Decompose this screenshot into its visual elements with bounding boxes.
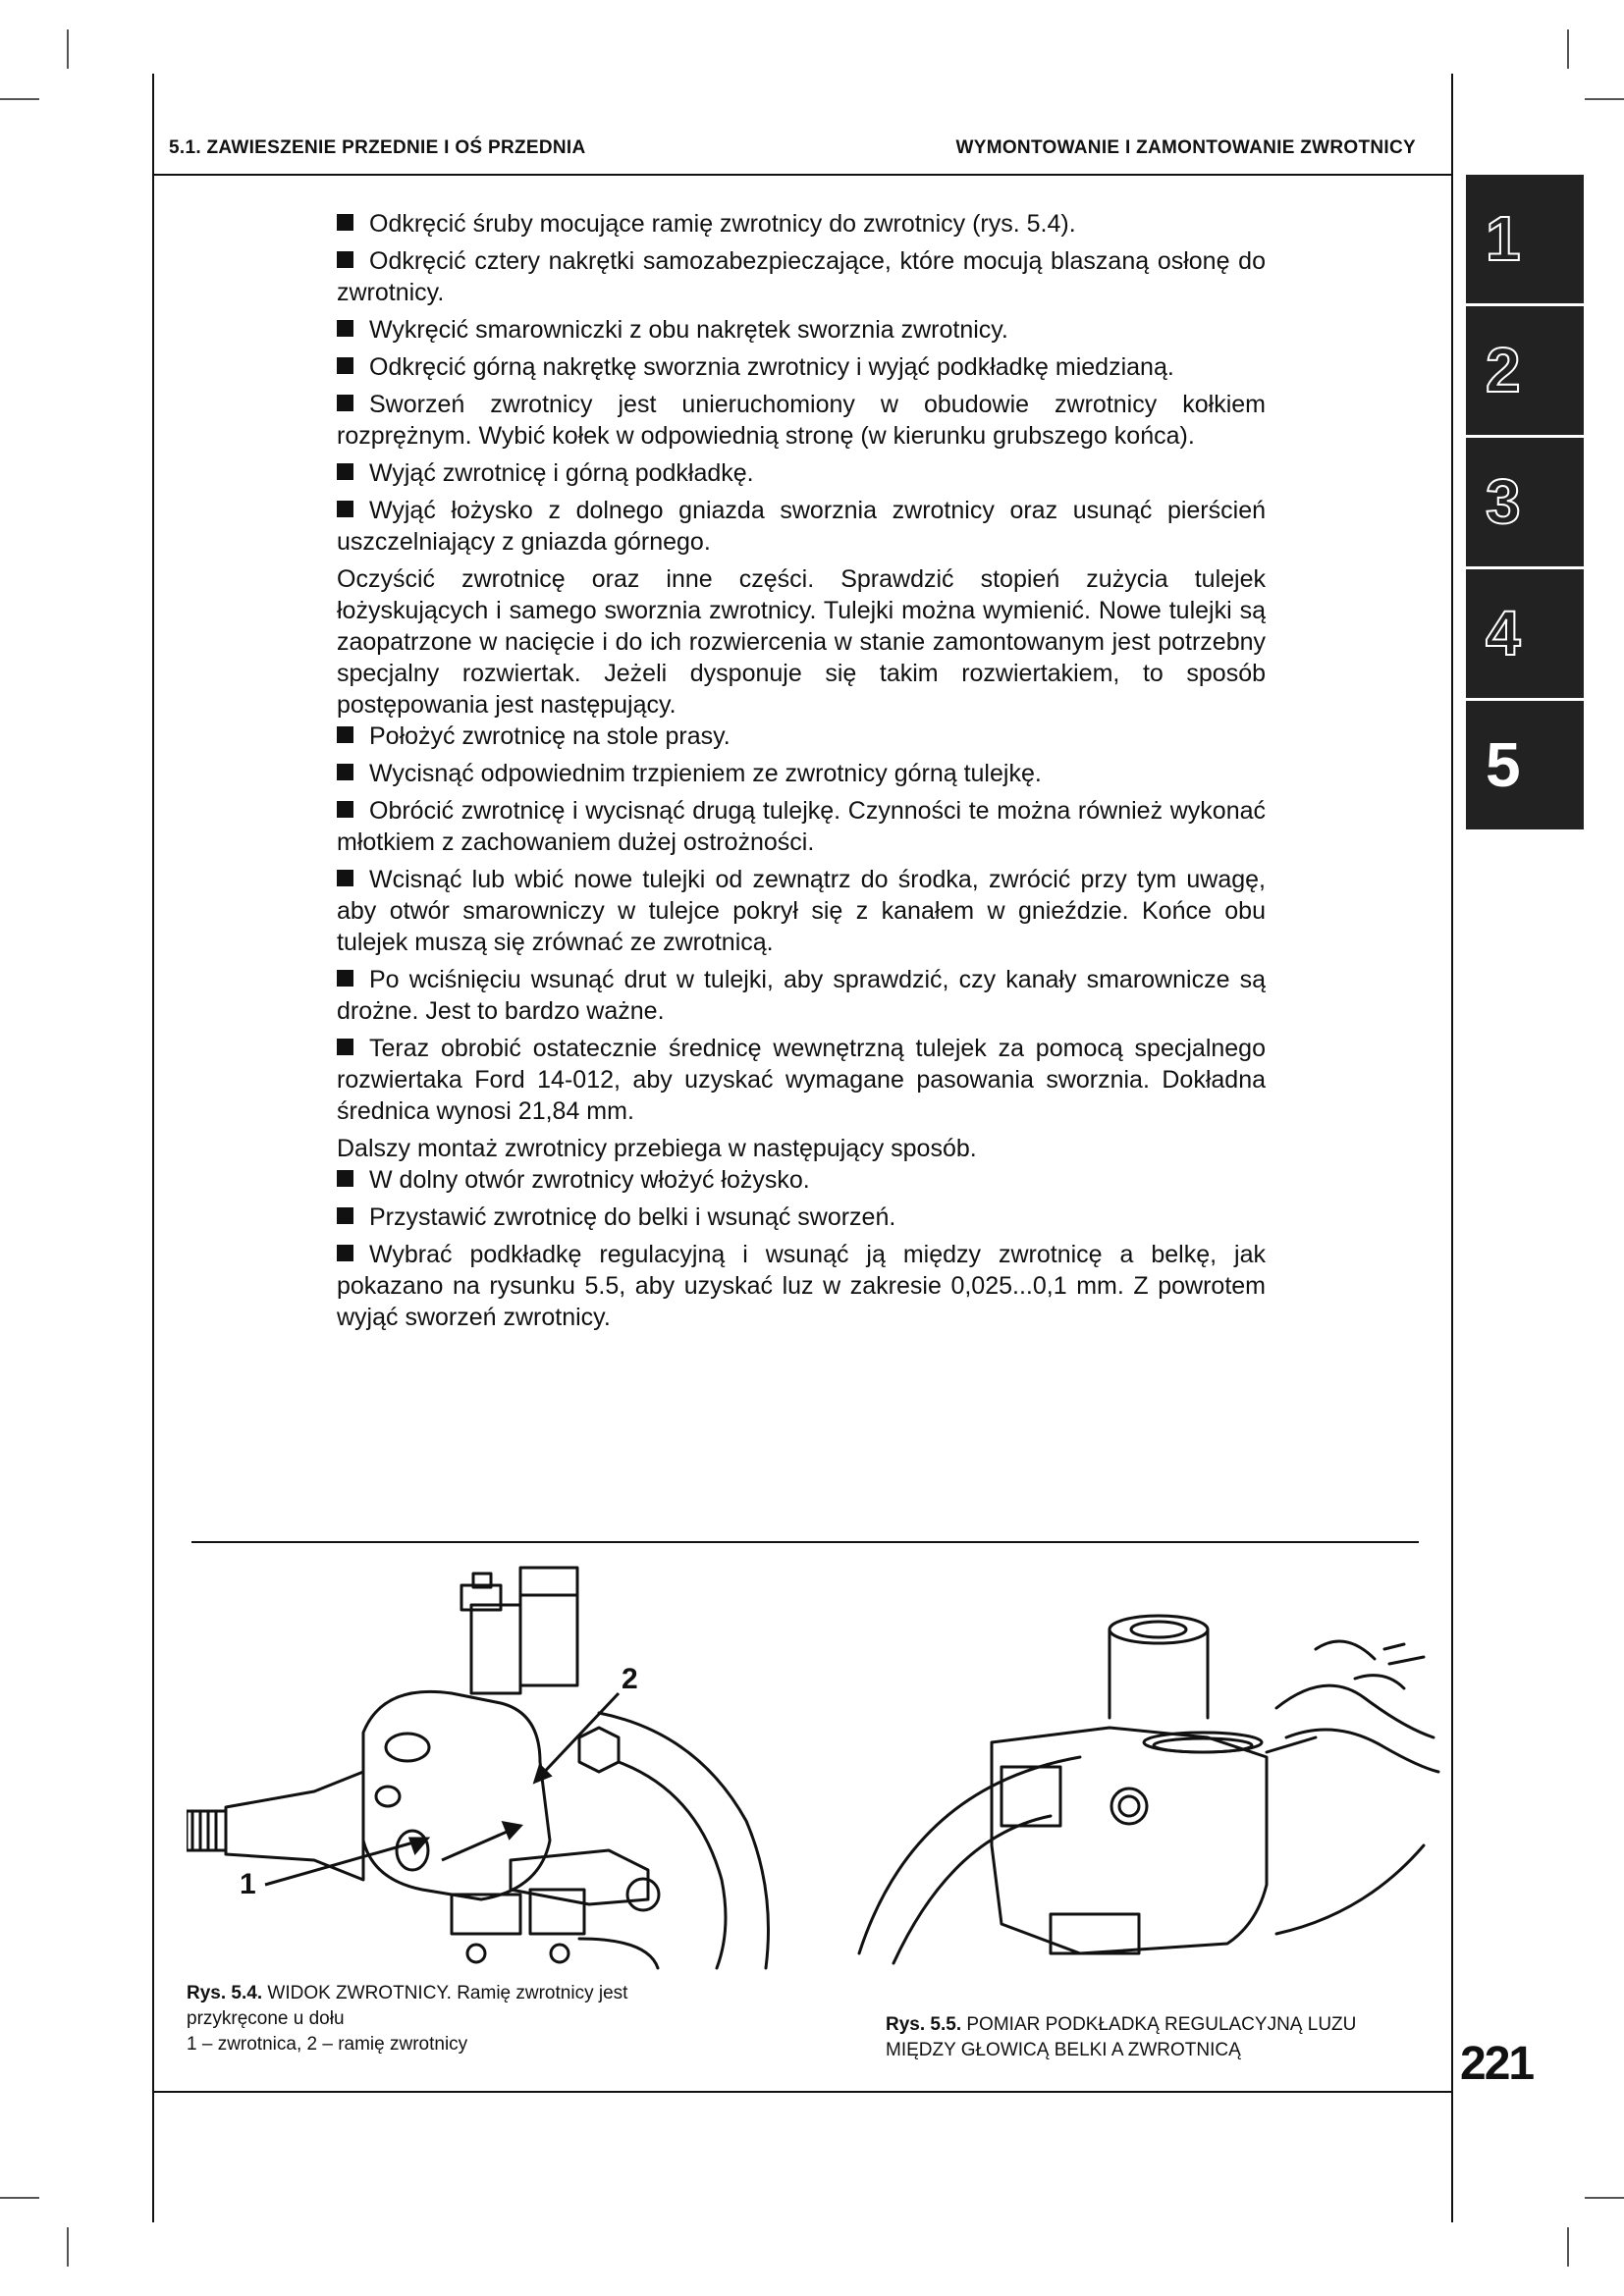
- crop-mark: [1585, 98, 1624, 100]
- bullet-item: [337, 314, 1266, 346]
- bullet-square-icon: [337, 801, 353, 818]
- crop-mark: [1567, 2227, 1569, 2267]
- caption-ref: Rys. 5.4.: [187, 1983, 263, 2003]
- bullet-item: [337, 864, 1266, 958]
- header-rule: [152, 174, 1453, 176]
- callout-1: 1: [240, 1868, 256, 1900]
- paragraph: [337, 1133, 1266, 1164]
- paragraph-text: Wcisnąć lub wbić nowe tulejki od zewnątrz do środka, zwrócić przy tym uwagę, aby otwór smarowniczy w tulejce pokrył się z kanałem w gnieździe. Końce obu tulejek muszą się zrównać ze zwrotnicą.: [337, 866, 1266, 956]
- right-margin-rule: [1451, 74, 1453, 2222]
- paragraph-text: Dalszy montaż zwrotnicy przebiega w następujący sposób.: [337, 1135, 977, 1162]
- bullet-item: [337, 758, 1266, 789]
- paragraph-text: Odkręcić górną nakrętkę sworznia zwrotnicy i wyjąć podkładkę miedzianą.: [369, 353, 1174, 381]
- paragraph-text: Wycisnąć odpowiednim trzpieniem ze zwrotnicy górną tulejkę.: [369, 760, 1042, 787]
- crop-mark: [1567, 29, 1569, 69]
- figure-shim-measurement: [854, 1590, 1443, 1973]
- paragraph-text: Odkręcić cztery nakrętki samozabezpieczające, które mocują blaszaną osłonę do zwrotnicy.: [337, 247, 1266, 306]
- paragraph: [337, 563, 1266, 721]
- bullet-item: [337, 208, 1266, 240]
- bullet-item: [337, 351, 1266, 383]
- paragraph-text: W dolny otwór zwrotnicy włożyć łożysko.: [369, 1166, 810, 1194]
- bullet-square-icon: [337, 214, 353, 231]
- paragraph-text: Teraz obrobić ostatecznie średnicę wewnętrzną tulejek za pomocą specjalnego rozwiertaka Ford 14-012, aby uzyskać wymagane pasowania sworznia. Dokładna średnica wynosi 21,84 mm.: [337, 1035, 1266, 1125]
- bullet-square-icon: [337, 1039, 353, 1055]
- caption-title: WIDOK ZWROTNICY.: [262, 1983, 452, 2003]
- bullet-square-icon: [337, 357, 353, 374]
- bullet-item: [337, 795, 1266, 858]
- caption-ref: Rys. 5.5.: [886, 2014, 962, 2035]
- figure-caption-5-5: [886, 2012, 1421, 2063]
- paragraph-text: Położyć zwrotnicę na stole prasy.: [369, 722, 731, 750]
- chapter-tab-2[interactable]: 2: [1466, 306, 1584, 435]
- bullet-item: [337, 1164, 1266, 1196]
- paragraph-text: Obrócić zwrotnicę i wycisnąć drugą tulejkę. Czynności te można również wykonać młotkiem z zachowaniem dużej ostrożności.: [337, 797, 1266, 856]
- bullet-square-icon: [337, 463, 353, 480]
- figure-separator-rule: [191, 1541, 1419, 1543]
- bullet-square-icon: [337, 1170, 353, 1187]
- paragraph-text: Wykręcić smarowniczki z obu nakrętek sworznia zwrotnicy.: [369, 316, 1008, 344]
- bullet-square-icon: [337, 970, 353, 987]
- paragraph-text: Po wciśnięciu wsunąć drut w tulejki, aby sprawdzić, czy kanały smarownicze są drożne. Jest to bardzo ważne.: [337, 966, 1266, 1025]
- crop-mark: [0, 2197, 39, 2199]
- paragraph-text: Odkręcić śruby mocujące ramię zwrotnicy do zwrotnicy (rys. 5.4).: [369, 210, 1076, 238]
- chapter-tab-1[interactable]: 1: [1466, 175, 1584, 303]
- chapter-tab-4[interactable]: 4: [1466, 569, 1584, 698]
- bullet-square-icon: [337, 320, 353, 337]
- crop-mark: [67, 29, 69, 69]
- crop-mark: [67, 2227, 69, 2267]
- bullet-item: [337, 1239, 1266, 1333]
- caption-text: Ramię zwrotnicy jest przykręcone u dołu: [187, 1983, 628, 2029]
- chapter-tab-5[interactable]: 5: [1466, 701, 1584, 829]
- bullet-square-icon: [337, 764, 353, 780]
- crop-mark: [1585, 2197, 1624, 2199]
- bullet-item: [337, 1201, 1266, 1233]
- paragraph-text: Wyjąć łożysko z dolnego gniazda sworznia zwrotnicy oraz usunąć pierścień uszczelniający z gniazda górnego.: [337, 497, 1266, 556]
- bullet-square-icon: [337, 251, 353, 268]
- paragraph-text: Wybrać podkładkę regulacyjną i wsunąć ją między zwrotnicę a belkę, jak pokazano na rysunku 5.5, aby uzyskać luz w zakresie 0,025...0,1 mm. Z powrotem wyjąć sworzeń zwrotnicy.: [337, 1241, 1266, 1331]
- bullet-item: [337, 457, 1266, 489]
- bullet-square-icon: [337, 1245, 353, 1261]
- bullet-item: [337, 721, 1266, 752]
- page-number: 221: [1460, 2038, 1534, 2090]
- bullet-item: [337, 495, 1266, 558]
- bullet-item: [337, 964, 1266, 1027]
- callout-2: 2: [622, 1663, 638, 1695]
- left-margin-rule: [152, 74, 154, 2222]
- bullet-item: [337, 389, 1266, 452]
- bullet-item: [337, 1033, 1266, 1127]
- paragraph-text: Wyjąć zwrotnicę i górną podkładkę.: [369, 459, 754, 487]
- chapter-tab-3[interactable]: 3: [1466, 438, 1584, 566]
- bullet-item: [337, 245, 1266, 308]
- running-header-title: WYMONTOWANIE I ZAMONTOWANIE ZWROTNICY: [955, 137, 1416, 158]
- figure-knuckle-view: [187, 1566, 795, 1978]
- paragraph-text: Oczyścić zwrotnicę oraz inne części. Sprawdzić stopień zużycia tulejek łożyskujących i samego sworznia zwrotnicy. Tulejki można wymienić. Nowe tulejki są zaopatrzone w nacięcie i do ich rozwiercenia w stanie zamontowanym jest potrzebny specjalny rozwiertak. Jeżeli dysponuje się takim rozwiertakiem, to sposób postępowania jest następujący.: [337, 565, 1266, 719]
- crop-mark: [0, 98, 39, 100]
- caption-legend: 1 – zwrotnica, 2 – ramię zwrotnicy: [187, 2034, 468, 2055]
- paragraph-text: Przystawić zwrotnicę do belki i wsunąć sworzeń.: [369, 1203, 896, 1231]
- bullet-square-icon: [337, 870, 353, 886]
- caption-title: POMIAR PODKŁADKĄ REGULACYJNĄ LUZU MIĘDZY GŁOWICĄ BELKI A ZWROTNICĄ: [886, 2014, 1357, 2060]
- bullet-square-icon: [337, 501, 353, 517]
- footer-rule: [152, 2091, 1453, 2093]
- instruction-text: [337, 208, 1266, 1339]
- bullet-square-icon: [337, 395, 353, 411]
- figure-caption-5-4: [187, 1981, 717, 2057]
- bullet-square-icon: [337, 726, 353, 743]
- bullet-square-icon: [337, 1207, 353, 1224]
- paragraph-text: Sworzeń zwrotnicy jest unieruchomiony w obudowie zwrotnicy kołkiem rozprężnym. Wybić kołek w odpowiednią stronę (w kierunku grubszego końca).: [337, 391, 1266, 450]
- running-header-section: 5.1. ZAWIESZENIE PRZEDNIE I OŚ PRZEDNIA: [169, 137, 586, 158]
